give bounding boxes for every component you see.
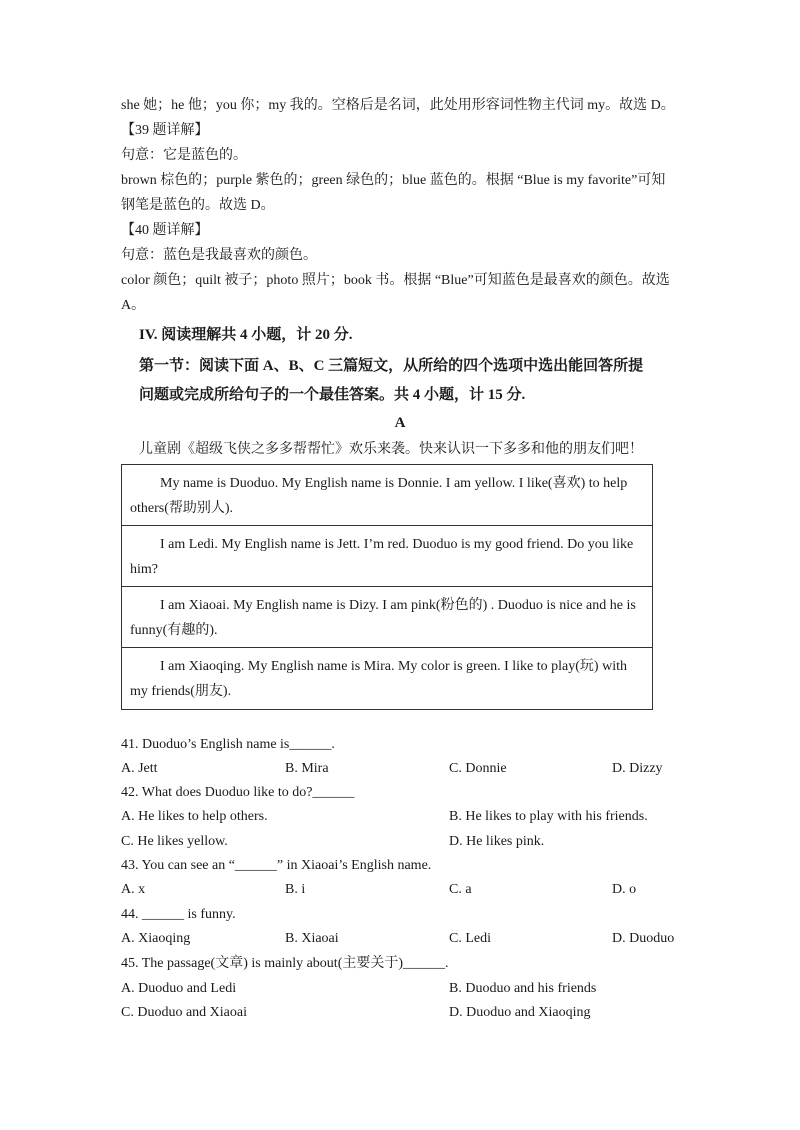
option-a: A. Duoduo and Ledi <box>121 981 237 996</box>
option-a: A. He likes to help others. <box>121 809 268 824</box>
passage-text: I am Ledi. My English name is Jett. I’m red. Duoduo is my good friend. Do you like <box>160 537 634 552</box>
option-b: B. Mira <box>285 761 329 776</box>
passage-row <box>122 465 652 526</box>
passage-text: others(帮助别人). <box>130 501 234 516</box>
q39-meaning: 句意：它是蓝色的。 <box>121 148 247 163</box>
section-instruction-cont: 问题或完成所给句子的一个最佳答案。共 4 小题，计 15 分. <box>139 387 526 403</box>
option-c: C. He likes yellow. <box>121 834 228 849</box>
passage-table <box>121 464 653 710</box>
option-d: D. Dizzy <box>612 761 663 776</box>
question-42: 42. What does Duoduo like to do?______ <box>121 785 355 800</box>
section-title: IV. 阅读理解共 4 小题，计 20 分. <box>139 327 353 343</box>
option-d: D. He likes pink. <box>449 834 545 849</box>
option-b: B. i <box>285 882 306 897</box>
passage-text: I am Xiaoqing. My English name is Mira. My color is green. I like to play(玩) with <box>160 659 627 674</box>
passage-text: I am Xiaoai. My English name is Dizy. I am pink(粉色的) . Duoduo is nice and he is <box>160 598 636 613</box>
passage-text: him? <box>130 562 158 577</box>
question-41: 41. Duoduo’s English name is______. <box>121 737 335 752</box>
explanation-line: she 她；he 他；you 你；my 我的。空格后是名词，此处用形容词性物主代词 my。故选 D。 <box>121 98 675 113</box>
option-c: C. a <box>449 882 472 897</box>
option-d: D. o <box>612 882 637 897</box>
passage-label: A <box>394 415 406 431</box>
section-instruction: 第一节：阅读下面 A、B、C 三篇短文，从所给的四个选项中选出能回答所提 <box>139 358 644 374</box>
option-a: A. Jett <box>121 761 158 776</box>
passage-text: My name is Duoduo. My English name is Donnie. I am yellow. I like(喜欢) to help <box>160 476 628 491</box>
q40-explanation: color 颜色；quilt 被子；photo 照片；book 书。根据 “Blue”可知蓝色是最喜欢的颜色。故选 <box>121 273 670 288</box>
option-b: B. He likes to play with his friends. <box>449 809 648 824</box>
passage-row <box>122 526 652 587</box>
q40-header: 【40 题详解】 <box>121 223 209 238</box>
passage-text: my friends(朋友). <box>130 684 232 699</box>
option-c: C. Donnie <box>449 761 507 776</box>
option-d: D. Duoduo <box>612 931 675 946</box>
option-c: C. Duoduo and Xiaoai <box>121 1005 247 1020</box>
q39-header: 【39 题详解】 <box>121 123 209 138</box>
option-b: B. Duoduo and his friends <box>449 981 597 996</box>
option-b: B. Xiaoai <box>285 931 339 946</box>
q39-explanation: brown 棕色的；purple 紫色的；green 绿色的；blue 蓝色的。根据 “Blue is my favorite”可知 <box>121 173 666 188</box>
passage-text: funny(有趣的). <box>130 623 218 638</box>
option-a: A. Xiaoqing <box>121 931 191 946</box>
option-a: A. x <box>121 882 146 897</box>
option-d: D. Duoduo and Xiaoqing <box>449 1005 591 1020</box>
q39-explanation-cont: 钢笔是蓝色的。故选 D。 <box>121 198 275 213</box>
question-43: 43. You can see an “______” in Xiaoai’s English name. <box>121 858 432 873</box>
q40-explanation-cont: A。 <box>121 298 146 313</box>
q40-meaning: 句意：蓝色是我最喜欢的颜色。 <box>121 248 317 263</box>
question-44: 44. ______ is funny. <box>121 907 236 922</box>
passage-row <box>122 587 652 648</box>
passage-intro: 儿童剧《超级飞侠之多多帮帮忙》欢乐来袭。快来认识一下多多和他的朋友们吧！ <box>139 442 643 457</box>
passage-row <box>122 648 652 709</box>
option-c: C. Ledi <box>449 931 491 946</box>
question-45: 45. The passage(文章) is mainly about(主要关于)______. <box>121 956 449 971</box>
